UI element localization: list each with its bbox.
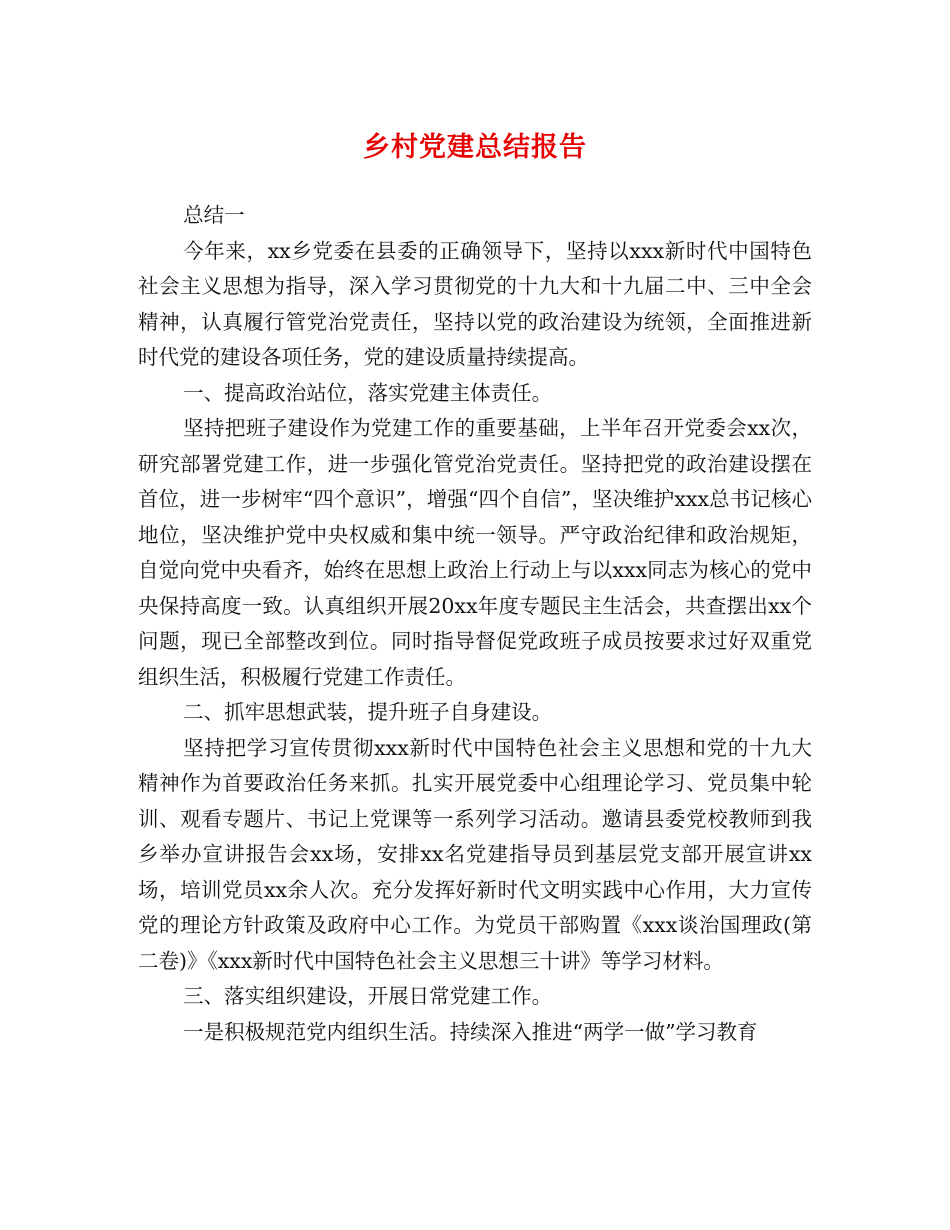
- paragraph-intro: 今年来，xx乡党委在县委的正确领导下，坚持以xxx新时代中国特色社会主义思想为指导，深入学习贯彻党的十九大和十九届二中、三中全会精神，认真履行管党治党责任，坚持以党的政治建设为统领，全面推进新时代党的建设各项任务，党的建设质量持续提高。: [138, 238, 812, 369]
- document-title: 乡村党建总结报告: [363, 132, 587, 163]
- paragraph-section-1: 坚持把班子建设作为党建工作的重要基础，上半年召开党委会xx次，研究部署党建工作，进一步强化管党治党责任。坚持把党的政治建设摆在首位，进一步树牢“四个意识”，增强“四个自信”，坚决维护xxx总书记核心地位，坚决维护党中央权威和集中统一领导。严守政治纪律和政治规矩，自觉向党中央看齐，始终在思想上政治上行动上与以xxx同志为核心的党中央保持高度一致。认真组织开展20xx年度专题民主生活会，共查摆出xx个问题，现已全部整改到位。同时指导督促党政班子成员按要求过好双重党组织生活，积极履行党建工作责任。: [138, 416, 812, 689]
- document-body: [138, 198, 812, 1050]
- paragraph-section-3: 一是积极规范党内组织生活。持续深入推进“两学一做”学习教育: [183, 1019, 758, 1044]
- section-heading-3: 三、落实组织建设，开展日常党建工作。: [183, 984, 553, 1008]
- paragraph-heading-summary-1: 总结一: [183, 203, 245, 227]
- section-heading-1: 一、提高政治站位，落实党建主体责任。: [183, 380, 553, 405]
- section-heading-2: 二、抓牢思想武装，提升班子自身建设。: [183, 700, 553, 724]
- paragraph-section-2: 坚持把学习宣传贯彻xxx新时代中国特色社会主义思想和党的十九大精神作为首要政治任务来抓。扎实开展党委中心组理论学习、党员集中轮训、观看专题片、书记上党课等一系列学习活动。邀请县委党校教师到我乡举办宣讲报告会xx场，安排xx名党建指导员到基层党支部开展宣讲xx场，培训党员xx余人次。充分发挥好新时代文明实践中心作用，大力宣传党的理论方针政策及政府中心工作。为党员干部购置《xxx谈治国理政(第二卷)》《xxx新时代中国特色社会主义思想三十讲》等学习材料。: [138, 735, 812, 973]
